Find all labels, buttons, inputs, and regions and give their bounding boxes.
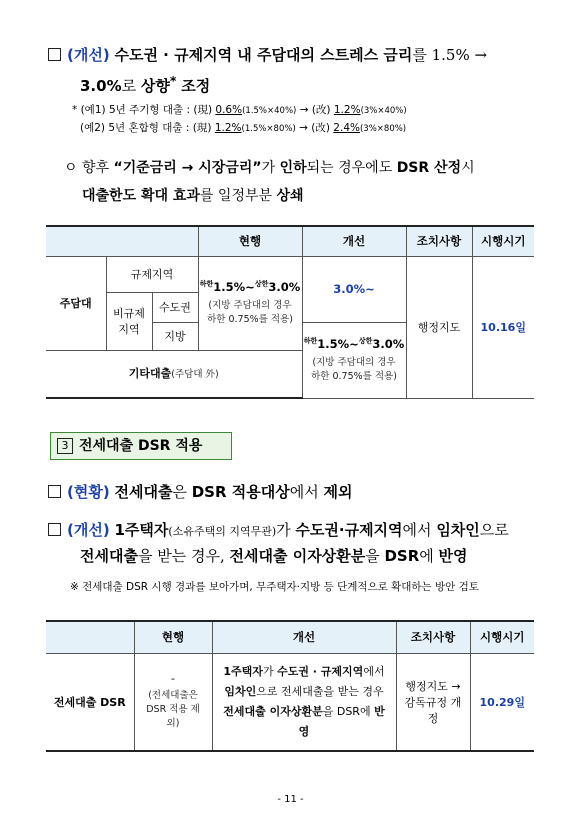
cell-jeonse-action: 행정지도 → 감독규정 개정 — [396, 653, 470, 751]
current-high-label: 상한 — [254, 279, 269, 288]
item3-c: 가 — [276, 521, 291, 539]
imp-c: 수도권 · 규제지역 — [277, 664, 364, 678]
current-low-label: 하한 — [199, 279, 214, 288]
item-improvement-1 — [48, 44, 487, 66]
item3-e: 에서 — [402, 521, 432, 539]
jeonse-current-note: (전세대출은 DSR 적용 제외) — [146, 690, 200, 730]
cell-action: 행정지도 — [406, 256, 472, 398]
section-3-title: 전세대출 DSR 적용 — [79, 438, 203, 454]
item3-m: 에 — [419, 547, 434, 565]
item1-text-d: 상향 — [140, 77, 170, 95]
item-improvement-2-cont — [80, 545, 468, 567]
circle-f: DSR 산정 — [396, 160, 462, 176]
improved-rate-b: 3.0% — [372, 336, 405, 351]
note2-v2s: (3%×80%) — [359, 124, 407, 134]
tag-improvement: (개선) — [67, 46, 110, 64]
footnote-star: * — [169, 73, 177, 88]
circle-d: 인하 — [279, 160, 307, 176]
outlook-paragraph-cont — [82, 186, 304, 206]
example-note-1 — [72, 102, 407, 119]
outlook-paragraph — [64, 158, 475, 178]
item2-a: 전세대출 — [114, 483, 173, 501]
item3-l: DSR — [384, 547, 420, 565]
table1-header-blank — [46, 226, 198, 256]
item2-e: 제외 — [323, 483, 353, 501]
item3-f: 임차인 — [436, 521, 480, 539]
example-note-2 — [80, 120, 406, 137]
row-other-loan — [46, 350, 302, 398]
row-mortgage: 주담대 — [46, 256, 106, 350]
item1-text-b: 를 1.5% → — [412, 46, 488, 64]
note2-prefix: (예2) 5년 혼합형 대출 : (現) — [80, 122, 212, 134]
table1-header-action: 조치사항 — [406, 226, 472, 256]
cell-jeonse-current — [134, 653, 212, 751]
item2-c: DSR 적용대상 — [191, 483, 290, 501]
tag-status: (현황) — [67, 483, 110, 501]
circle-b: “기준금리 → 시장금리” — [113, 160, 262, 176]
improved-high-label: 상한 — [358, 336, 373, 345]
jeonse-dsr-table — [46, 620, 534, 752]
checkbox-square-icon — [48, 523, 61, 536]
note2-v1s: (1.5%×80%) — [241, 124, 296, 134]
table1-header-improved: 개선 — [302, 226, 406, 256]
item1-text-e: 조정 — [181, 77, 211, 95]
circle-h: 대출한도 확대 효과 — [82, 188, 200, 204]
current-rate-b: 3.0% — [268, 279, 301, 294]
item-improvement-2 — [48, 519, 509, 543]
note1-v2: 1.2% — [333, 104, 361, 116]
checkbox-square-icon — [48, 485, 61, 498]
other-loan-label: 기타대출 — [128, 367, 172, 381]
table1-header-date: 시행시기 — [472, 226, 534, 256]
note1-v2s: (3%×40%) — [360, 106, 407, 116]
cell-jeonse-date: 10.29일 — [470, 653, 534, 751]
circle-g: 시 — [461, 160, 475, 176]
item-improvement-1-cont — [80, 70, 210, 97]
item3-a: 1주택자 — [114, 521, 169, 539]
tag-improvement-2: (개선) — [67, 521, 110, 539]
circle-e: 되는 경우에도 — [306, 160, 393, 176]
review-note: ※ 전세대출 DSR 시행 경과를 보아가며, 무주택자·지방 등 단계적으로 확대하는 방안 검토 — [70, 581, 479, 593]
item3-h: 전세대출 — [80, 547, 138, 565]
imp-d: 에서 — [363, 664, 385, 678]
cell-improved-rate: 3.0%~ — [302, 256, 406, 322]
item3-g: 으로 — [479, 521, 509, 539]
item1-text: 수도권 · 규제지역 내 주담대의 스트레스 금리 — [114, 46, 413, 64]
section-3-header — [50, 432, 232, 460]
cell-local: 지방 — [152, 322, 198, 350]
note2-v1: 1.2% — [214, 122, 242, 134]
improved-note: (지방 주담대의 경우 하한 0.75%를 적용) — [311, 357, 397, 383]
table2-header-current: 현행 — [134, 621, 212, 653]
item1-text-c: 로 — [121, 77, 137, 95]
item3-j: 전세대출 이자상환분 — [229, 547, 366, 565]
row-jeonse-dsr: 전세대출 DSR — [46, 653, 134, 751]
item1-rate: 3.0% — [80, 77, 122, 95]
item3-d: 수도권·규제지역 — [295, 521, 403, 539]
cell-improved-rate-2 — [302, 322, 406, 398]
table2-header-improved: 개선 — [212, 621, 396, 653]
cell-capital: 수도권 — [152, 292, 198, 322]
note1-v1s: (1.5%×40%) — [242, 106, 297, 116]
circle-a: 향후 — [81, 160, 110, 176]
item2-b: 은 — [172, 483, 187, 501]
imp-a: 1주택자 — [223, 664, 263, 678]
improved-low-label: 하한 — [303, 336, 318, 345]
item3-i: 을 받는 경우, — [137, 547, 225, 565]
note2-v2: 2.4% — [333, 122, 360, 134]
current-dash: - — [171, 672, 175, 686]
item3-n: 반영 — [438, 547, 468, 565]
checkbox-square-icon — [48, 48, 61, 61]
imp-b: 가 — [262, 664, 274, 678]
note2-arrow: → (改) — [299, 122, 330, 134]
circle-i: 를 일정부분 — [199, 188, 273, 204]
page-number: - 11 - — [277, 794, 304, 805]
note1-v1: 0.6% — [215, 104, 243, 116]
imp-f: 으로 전세대출을 받는 경우 — [256, 684, 384, 698]
cell-non-regulated: 비규제 지역 — [106, 292, 152, 350]
item2-d: 에서 — [289, 483, 319, 501]
table2-header-date: 시행시기 — [470, 621, 534, 653]
current-rate-a: 1.5%~ — [213, 279, 255, 294]
table2-header-blank — [46, 621, 134, 653]
imp-i: 반영 — [298, 704, 385, 738]
current-note: (지방 주담대의 경우 하한 0.75%를 적용) — [207, 300, 293, 326]
table1-header-current: 현행 — [198, 226, 302, 256]
table2-header-action: 조치사항 — [396, 621, 470, 653]
improved-rate-a: 1.5%~ — [317, 336, 359, 351]
other-loan-sub: (주담대 外) — [171, 369, 219, 381]
section-number-box: 3 — [57, 438, 73, 454]
stress-rate-table — [46, 225, 534, 399]
imp-e: 임차인 — [224, 684, 257, 698]
imp-g: 전세대출 이자상환분 — [223, 704, 323, 718]
circle-c: 가 — [261, 160, 276, 176]
note1-arrow: → (改) — [299, 104, 331, 116]
item-status — [48, 481, 352, 503]
cell-regulated: 규제지역 — [106, 256, 198, 292]
item3-k: 을 — [365, 547, 380, 565]
circle-j: 상쇄 — [276, 188, 304, 204]
cell-current-rate — [198, 256, 302, 350]
cell-date: 10.16일 — [472, 256, 534, 398]
note1-prefix: * (예1) 5년 주기형 대출 : (現) — [72, 104, 213, 116]
cell-jeonse-improved — [212, 653, 396, 751]
circle-bullet-icon: ㅇ — [64, 160, 78, 176]
imp-h: 을 DSR에 — [322, 704, 371, 718]
item3-b: (소유주택의 지역무관) — [168, 525, 277, 538]
